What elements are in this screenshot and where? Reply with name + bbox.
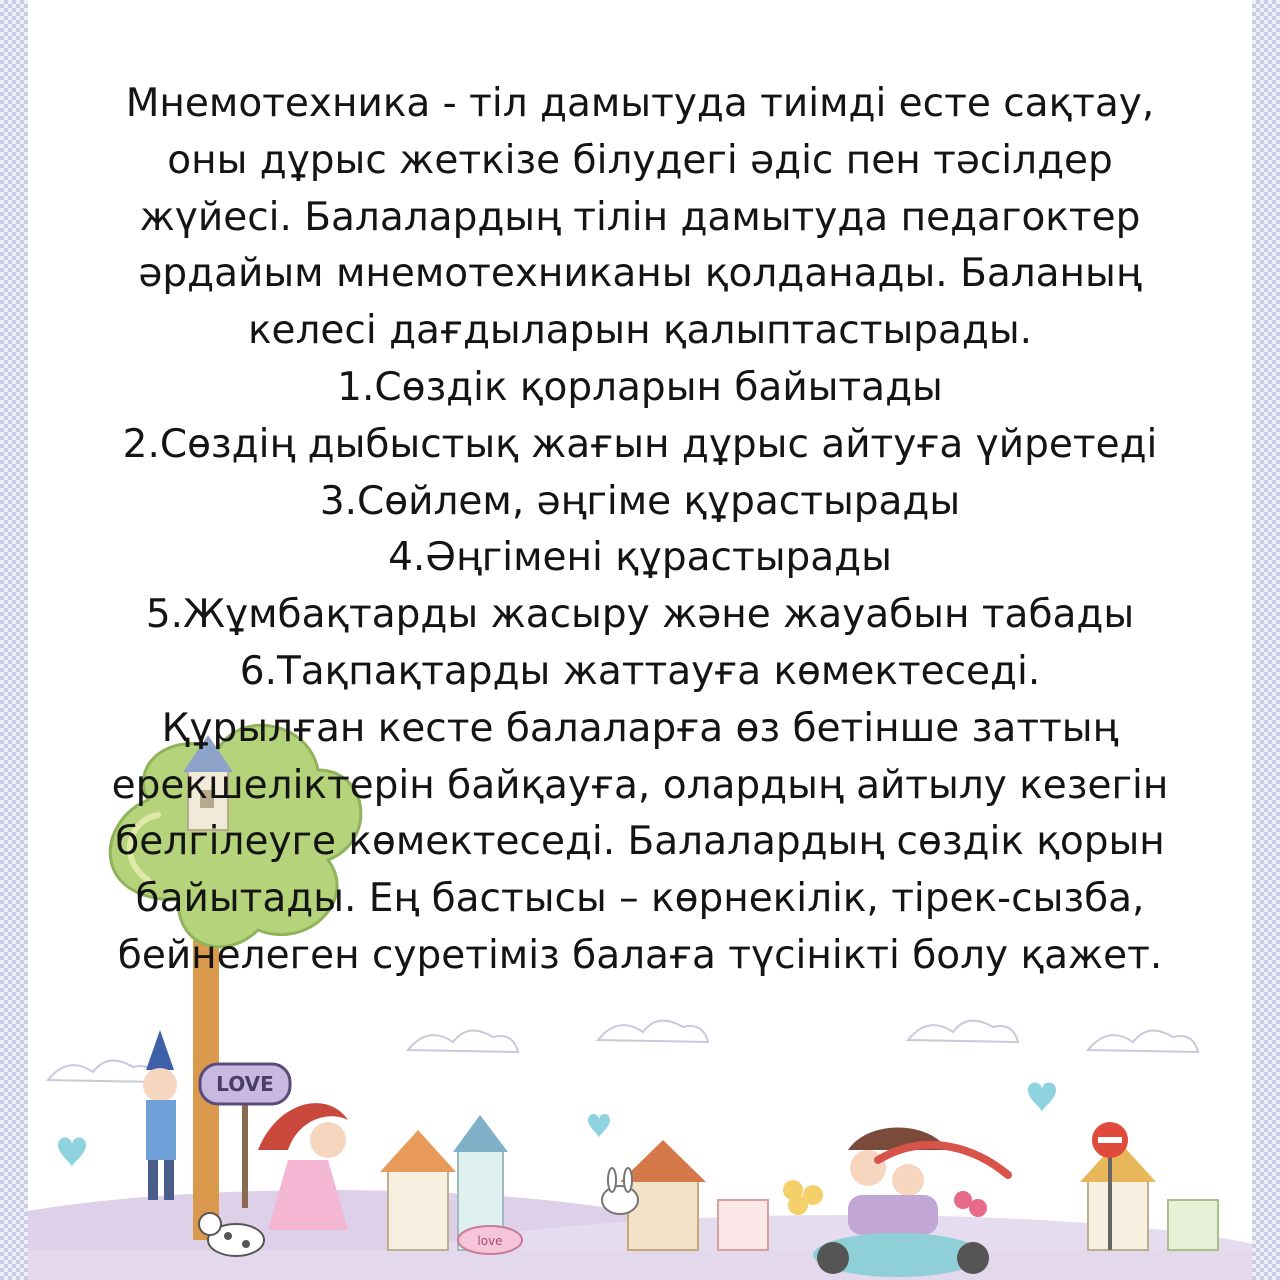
text-line: жүйесі. Балалардың тілін дамытуда педагоктер	[139, 194, 1141, 240]
list-item-3: 3.Сөйлем, әңгіме құрастырады	[319, 478, 961, 524]
main-text	[60, 76, 1220, 985]
love-plate-text: love	[477, 1234, 503, 1248]
list-item-6: 6.Тақпақтарды жаттауға көмектеседі.	[239, 648, 1041, 694]
boy-figure	[143, 1030, 177, 1200]
text-line: келесі дағдыларын қалыптастырады.	[247, 308, 1033, 354]
bunny-figure	[602, 1168, 638, 1214]
text-line: оны дұрыс жеткізе білудегі әдіс пен тәсілдер	[167, 137, 1113, 183]
list-item-2: 2.Сөздің дыбыстық жағын дұрыс айтуға үйретеді	[122, 421, 1158, 467]
text-line: ерекшеліктерін байқауға, олардың айтылу кезегін	[111, 762, 1169, 808]
right-checkered-border	[1252, 0, 1280, 1280]
text-line: Құрылған кесте балаларға өз бетінше заттың	[161, 705, 1119, 751]
list-item-5: 5.Жұмбақтарды жасыру және жауабын табады	[145, 592, 1135, 638]
list-item-1: 1.Сөздік қорларын байытады	[337, 364, 943, 410]
left-checkered-border	[0, 0, 28, 1280]
list-item-4: 4.Әңгімені құрастырады	[388, 535, 892, 581]
text-line: Мнемотехника - тіл дамытуда тиімді есте сақтау,	[125, 81, 1155, 126]
text-line: белгілеуге көмектеседі. Балалардың сөздік қорын	[115, 819, 1165, 865]
text-line: байытады. Ең бастысы – көрнекілік, тірек-сызба,	[135, 876, 1145, 922]
text-line: әрдайым мнемотехниканы қолданады. Баланың	[138, 251, 1142, 297]
love-plate	[458, 1226, 522, 1254]
text-line: бейнелеген суретіміз балаға түсінікті болу қажет.	[117, 932, 1163, 978]
scooter-couple	[783, 1128, 1008, 1278]
love-sign-text: LOVE	[216, 1072, 274, 1096]
